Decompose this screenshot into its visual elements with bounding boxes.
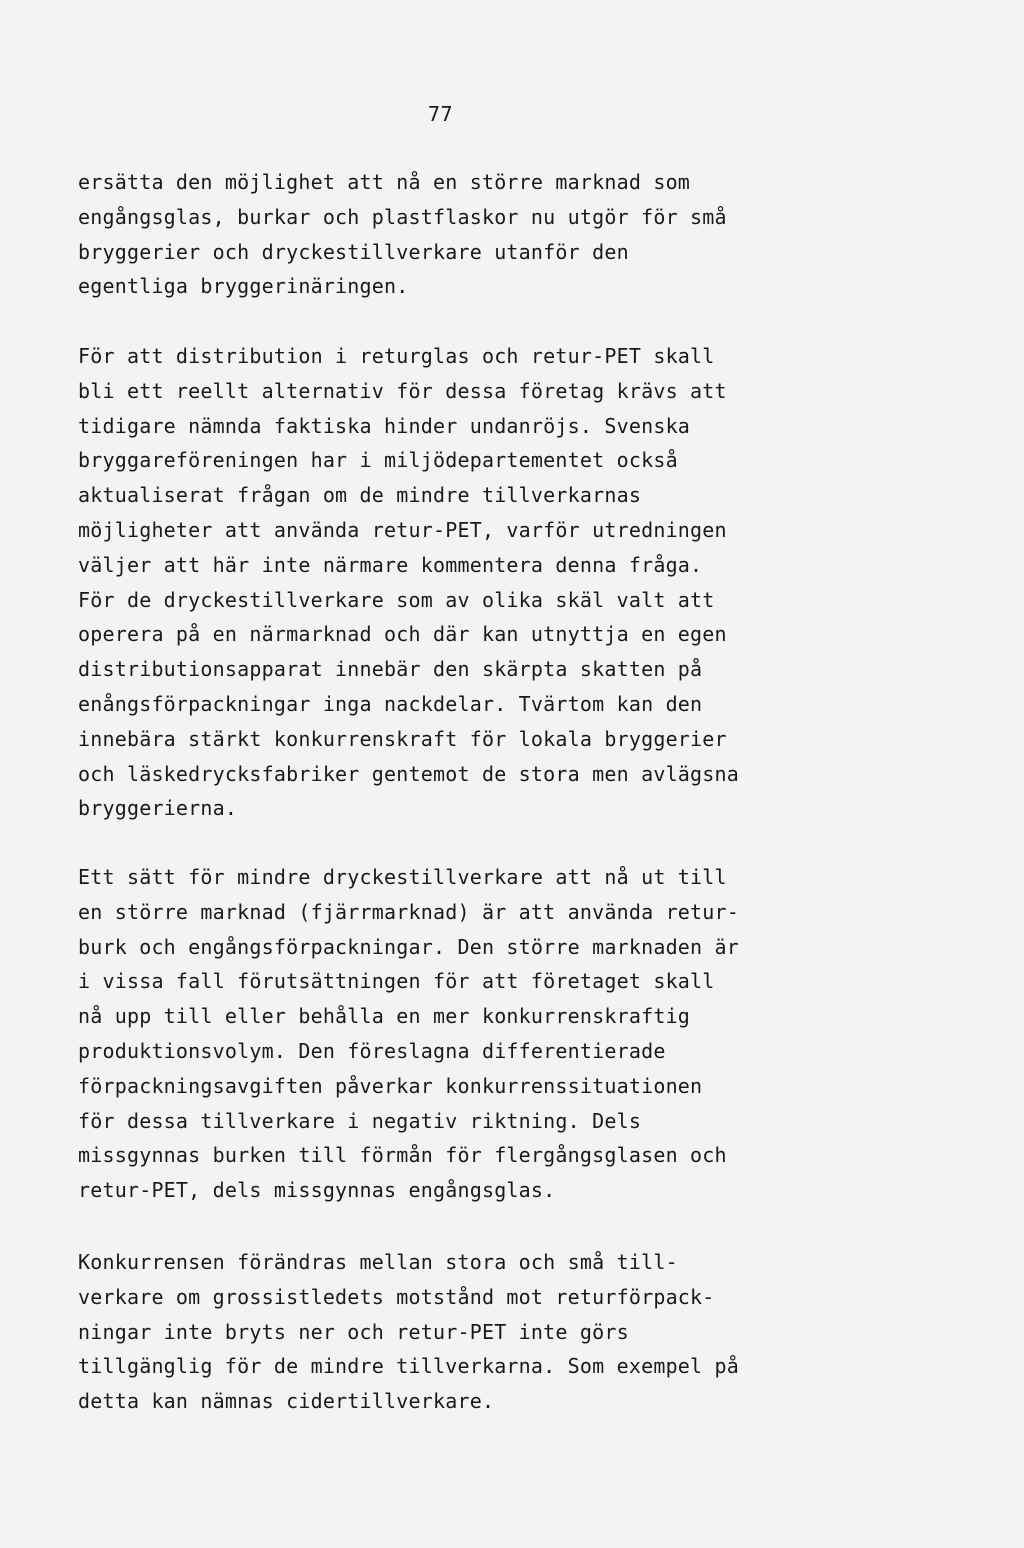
text-line: Ett sätt för mindre dryckestillverkare att nå ut till bbox=[78, 865, 727, 889]
text-line: Konkurrensen förändras mellan stora och små till- bbox=[78, 1250, 678, 1274]
text-line: burk och engångsförpackningar. Den större marknaden är bbox=[78, 934, 740, 959]
text-line: verkare om grossistledets motstånd mot returförpack- bbox=[78, 1284, 715, 1309]
text-line: tidigare nämnda faktiska hinder undanröjs. Svenska bbox=[78, 413, 691, 438]
text-line: retur-PET, dels missgynnas engångsglas. bbox=[78, 1178, 556, 1203]
text-line: nå upp till eller behålla en mer konkurrenskraftig bbox=[78, 1004, 691, 1029]
text-line: enångsförpackningar inga nackdelar. Tvärtom kan den bbox=[78, 691, 703, 716]
text-line: innebära stärkt konkurrenskraft för lokala bryggerier bbox=[78, 726, 727, 751]
paragraph-4 bbox=[78, 1245, 978, 1419]
text-line: förpackningsavgiften påverkar konkurrenssituationen bbox=[78, 1073, 703, 1098]
text-line: bryggerier och dryckestillverkare utanför den bbox=[78, 239, 629, 264]
text-line: möjligheter att använda retur-PET, varför utredningen bbox=[78, 517, 727, 542]
text-line: och läskedrycksfabriker gentemot de stora men avlägsna bbox=[78, 761, 740, 786]
text-line: produktionsvolym. Den föreslagna differentierade bbox=[78, 1038, 666, 1063]
paragraph-1 bbox=[78, 165, 978, 304]
text-line: väljer att här inte närmare kommentera denna fråga. bbox=[78, 552, 703, 577]
text-line: bryggareföreningen har i miljödepartementet också bbox=[78, 448, 678, 473]
paragraph-3 bbox=[78, 860, 978, 1208]
text-line: För att distribution i returglas och retur-PET skall bbox=[78, 344, 715, 368]
text-line: bryggerierna. bbox=[78, 796, 238, 821]
paragraph-2 bbox=[78, 339, 978, 826]
text-line: egentliga bryggerinäringen. bbox=[78, 274, 409, 299]
text-line: distributionsapparat innebär den skärpta skatten på bbox=[78, 657, 703, 682]
text-line: en större marknad (fjärrmarknad) är att använda retur- bbox=[78, 899, 740, 924]
text-line: för dessa tillverkare i negativ riktning. Dels bbox=[78, 1108, 642, 1133]
text-line: ningar inte bryts ner och retur-PET inte görs bbox=[78, 1319, 629, 1344]
text-line: missgynnas burken till förmån för flergångsglasen och bbox=[78, 1143, 727, 1168]
page-number: 77 bbox=[428, 102, 454, 126]
text-line: För de dryckestillverkare som av olika skäl valt att bbox=[78, 587, 715, 612]
text-line: tillgänglig för de mindre tillverkarna. Som exempel på bbox=[78, 1354, 740, 1379]
text-line: operera på en närmarknad och där kan utnyttja en egen bbox=[78, 622, 727, 647]
text-line: bli ett reellt alternativ för dessa företag krävs att bbox=[78, 378, 727, 403]
text-line: i vissa fall förutsättningen för att företaget skall bbox=[78, 969, 715, 994]
text-line: ersätta den möjlighet att nå en större marknad som bbox=[78, 170, 691, 194]
text-line: aktualiserat frågan om de mindre tillverkarnas bbox=[78, 483, 642, 508]
text-line: detta kan nämnas cidertillverkare. bbox=[78, 1389, 495, 1414]
text-line: engångsglas, burkar och plastflaskor nu utgör för små bbox=[78, 204, 727, 229]
